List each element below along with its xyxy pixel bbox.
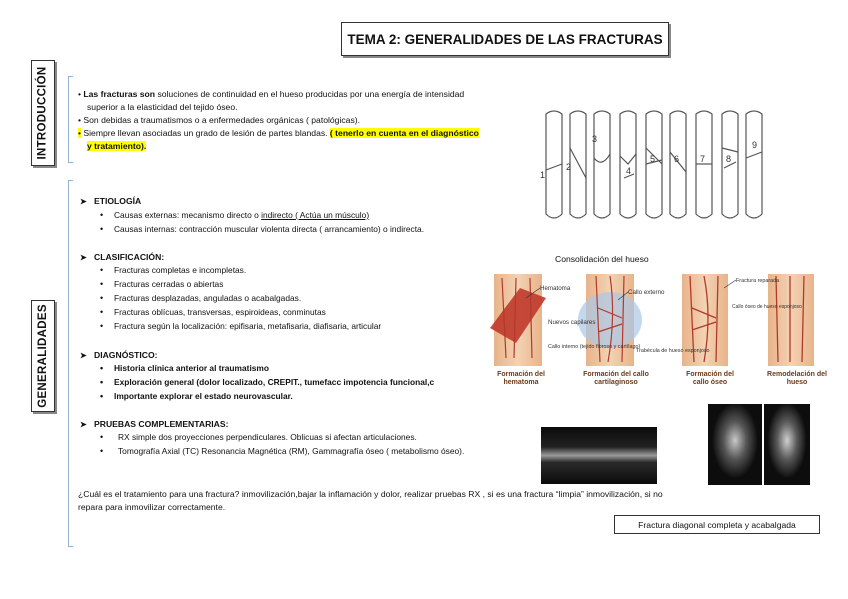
bone-number: 9 bbox=[752, 140, 758, 150]
label-nuevos-capilares: Nuevos capilares bbox=[548, 319, 596, 326]
general-label-text: GENERALIDADES bbox=[37, 304, 50, 408]
intro-brace-top bbox=[68, 76, 73, 77]
intro-brace bbox=[68, 76, 69, 162]
healing-stage-4 bbox=[768, 274, 814, 366]
label-callo-interno: Callo interno (tejido fibroso y cartílago) bbox=[548, 344, 641, 350]
list-item: • RX simple dos proyecciones perpendiculares. Oblicuas si afectan articulaciones. bbox=[80, 430, 540, 444]
label-hematoma: Hematoma bbox=[540, 285, 571, 292]
label-trabecula: Trabécula de hueso esponjoso bbox=[636, 348, 710, 354]
list-item: • Fracturas completas e incompletas. bbox=[80, 263, 500, 277]
list-item: • Fracturas cerradas o abiertas bbox=[80, 277, 500, 291]
intro-side-label bbox=[31, 60, 55, 166]
fracture-line bbox=[746, 152, 762, 158]
list-item: • Fracturas oblícuas, transversas, espiroideas, conminutas bbox=[80, 305, 500, 319]
etiologia-title-text: ETIOLOGÍA bbox=[94, 196, 142, 206]
list-item: • Historia clínica anterior al traumatismo bbox=[80, 361, 490, 375]
treatment-question bbox=[78, 488, 798, 514]
treatment-question-line-1: ¿Cuál es el tratamiento para una fractura? inmovilización,bajar la inflamación y dolor, realizar pruebas RX , si es una fractura “limpia” inmovilización, si no bbox=[78, 489, 663, 499]
healing-stage-1 bbox=[490, 274, 546, 366]
diagnostico-section bbox=[80, 350, 490, 403]
diagnostico-title: ➤ DIAGNÓSTICO: bbox=[80, 350, 158, 360]
clasificacion-title-text: CLASIFICACIÓN: bbox=[94, 252, 165, 262]
fracture-line bbox=[546, 164, 562, 170]
bone-number: 8 bbox=[726, 154, 732, 164]
etiologia-title: ➤ ETIOLOGÍA bbox=[80, 196, 142, 206]
bone-number: 4 bbox=[626, 166, 632, 176]
consolidacion-title: Consolidación del hueso bbox=[555, 254, 649, 264]
intro-line-1-bold: Las fracturas son bbox=[83, 89, 156, 99]
intro-line-1: • Las fracturas son soluciones de continuidad en el hueso producidas por una energía de intensidad bbox=[78, 89, 465, 99]
xray-caption-box: Fractura diagonal completa y acabalgada bbox=[614, 515, 820, 534]
stage-caption: Formación del hematoma bbox=[497, 371, 545, 386]
general-brace bbox=[68, 180, 69, 546]
intro-line-2: • Son debidas a traumatismos o a enfermedades orgánicas ( patológicas). bbox=[78, 115, 360, 125]
bone-number: 3 bbox=[592, 134, 598, 144]
intro-line-1-cont: superior a la elasticidad del tejido óseo. bbox=[87, 102, 238, 112]
xray-femur-image-right bbox=[764, 404, 810, 485]
intro-line-3-text: Siempre llevan asociadas un grado de lesión de partes blandas. bbox=[83, 128, 330, 138]
general-brace-bottom bbox=[68, 546, 73, 547]
list-item: • Fracturas desplazadas, anguladas o acabalgadas. bbox=[80, 291, 500, 305]
bone-healing-illustration bbox=[486, 268, 826, 388]
treatment-question-line-2: repara para inmovilizar correctamente. bbox=[78, 502, 226, 512]
fracture-types-illustration bbox=[540, 108, 772, 230]
label-callo-externo: Callo externo bbox=[628, 289, 665, 296]
intro-line-3-highlight: ( tenerlo en cuenta en el diagnóstico bbox=[329, 128, 479, 138]
bone-number: 7 bbox=[700, 154, 706, 164]
intro-block bbox=[78, 88, 548, 153]
intro-line-3: • Siempre llevan asociadas un grado de lesión de partes blandas. ( tenerlo en cuenta en el diagnóstico bbox=[78, 128, 479, 138]
page-title: TEMA 2: GENERALIDADES DE LAS FRACTURAS bbox=[341, 22, 669, 56]
intro-line-3-cont bbox=[78, 140, 548, 153]
list-item: • Fractura según la localización: epifisaria, metafisaria, diafisaria, articular bbox=[80, 319, 500, 333]
etiologia-item-1-text: Causas externas: mecanismo directo o bbox=[114, 210, 262, 220]
intro-line-1-rest: soluciones de continuidad en el hueso producidas por una energía de intensidad bbox=[155, 89, 465, 99]
fracture-line bbox=[594, 154, 610, 162]
pruebas-title: ➤ PRUEBAS COMPLEMENTARIAS: bbox=[80, 419, 229, 429]
clasificacion-title: ➤ CLASIFICACIÓN: bbox=[80, 252, 165, 262]
stage-caption: Formación del callo cartilaginoso bbox=[583, 371, 649, 386]
list-item: • Importante explorar el estado neurovascular. bbox=[80, 389, 490, 403]
label-fractura-reparada: Fractura reparada bbox=[736, 278, 780, 284]
list-item: • Exploración general (dolor localizado, CREPIT., tumefacc impotencia funcional,c bbox=[80, 375, 490, 389]
clasificacion-section bbox=[80, 252, 500, 333]
bone-number: 5 bbox=[650, 154, 656, 164]
diagnostico-title-text: DIAGNÓSTICO: bbox=[94, 350, 158, 360]
general-brace-top bbox=[68, 180, 73, 181]
fracture-line bbox=[570, 148, 586, 178]
intro-label-text: INTRODUCCIÓN bbox=[37, 66, 50, 160]
list-item: • Tomografía Axial (TC) Resonancia Magnética (RM), Gammagrafía óseo ( metabolismo óseo). bbox=[80, 444, 540, 458]
bone-number: 1 bbox=[540, 170, 546, 180]
pruebas-title-text: PRUEBAS COMPLEMENTARIAS: bbox=[94, 419, 229, 429]
pruebas-section bbox=[80, 419, 540, 458]
bone-number: 6 bbox=[674, 154, 680, 164]
intro-line-2-text: Son debidas a traumatismos o a enfermedades orgánicas ( patológicas). bbox=[83, 115, 360, 125]
label-callo-oseo: Callo óseo de hueso esponjoso bbox=[732, 304, 802, 310]
intro-brace-bottom bbox=[68, 162, 73, 163]
bone-number: 2 bbox=[566, 162, 572, 172]
xray-femur-image-left bbox=[708, 404, 762, 485]
list-item bbox=[80, 208, 540, 222]
intro-line-3-cont-highlight: y tratamiento). bbox=[87, 141, 147, 151]
xray-forearm-image bbox=[541, 427, 657, 484]
etiologia-section bbox=[80, 196, 540, 236]
list-item: • Causas internas: contracción muscular violenta directa ( arrancamiento) o indirecta. bbox=[80, 222, 540, 236]
stage-caption: Formación del callo óseo bbox=[686, 371, 734, 386]
etiologia-item-1-underlined: indirecto ( Actúa un músculo) bbox=[261, 210, 370, 220]
stage-caption: Remodelación del hueso bbox=[767, 371, 827, 386]
general-side-label bbox=[31, 300, 55, 412]
